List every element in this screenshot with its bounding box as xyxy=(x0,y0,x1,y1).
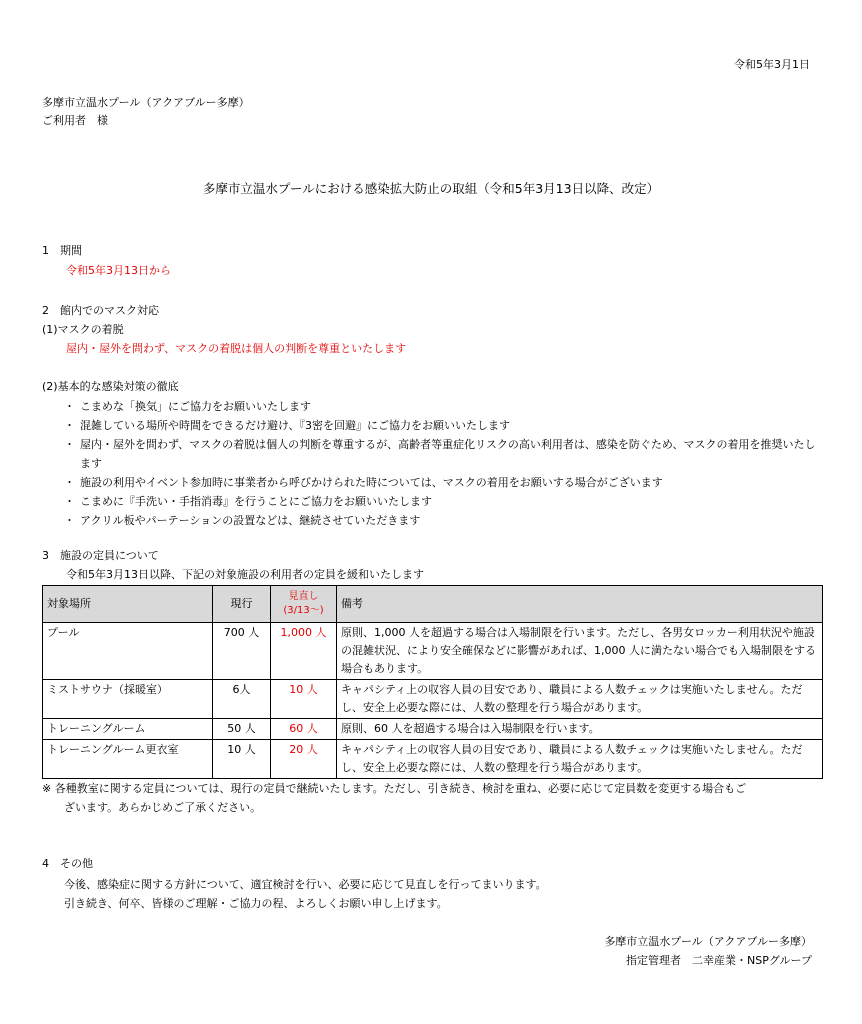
cell-remarks: キャパシティ上の収容人員の目安であり、職員による人数チェックは実施いたしません。ただし、安全上必要な際には、人数の整理を行う場合があります。 xyxy=(337,680,823,719)
cell-revised: 20 人 xyxy=(271,740,337,779)
list-item: ・ こまめに『手洗い・手指消毒』を行うことにご協力をお願いいたします xyxy=(66,492,826,511)
signature-manager: 指定管理者 二幸産業・NSPグループ xyxy=(626,954,812,967)
addressee-recipient: ご利用者 様 xyxy=(42,114,108,127)
capacity-table xyxy=(42,585,823,779)
signature-facility: 多摩市立温水プール（アクアブルー多摩） xyxy=(604,935,812,948)
cell-place: トレーニングルーム xyxy=(43,719,213,740)
section2-sub1-heading: (1)マスクの着脱 xyxy=(42,323,124,336)
cell-current: 700 人 xyxy=(213,623,271,680)
list-item: ・ 混雑している場所や時間をできるだけ避け、『3密を回避』にご協力をお願いいたします xyxy=(66,416,826,435)
cell-place: ミストサウナ（採暖室） xyxy=(43,680,213,719)
section2-heading: 2 館内でのマスク対応 xyxy=(42,304,159,317)
table-row xyxy=(43,623,823,680)
table-header-row xyxy=(43,586,823,623)
issue-date: 令和5年3月1日 xyxy=(734,58,810,71)
cell-remarks: 原則、1,000 人を超過する場合は入場制限を行います。ただし、各男女ロッカー利用状況や施設の混雑状況、により安全確保などに影響があれば、1,000 人に満たない場合でも入場制限をする場合もあります。 xyxy=(337,623,823,680)
list-item: ・ アクリル板やパーテーションの設置などは、継続させていただきます xyxy=(66,511,826,530)
cell-revised: 10 人 xyxy=(271,680,337,719)
infection-measures-list xyxy=(66,397,826,530)
classes-note-line2: ざいます。あらかじめご了承ください。 xyxy=(64,801,262,814)
table-row xyxy=(43,740,823,779)
cell-current: 6人 xyxy=(213,680,271,719)
column-header-remarks: 備考 xyxy=(337,586,823,623)
cell-remarks: キャパシティ上の収容人員の目安であり、職員による人数チェックは実施いたしません。ただし、安全上必要な際には、人数の整理を行う場合があります。 xyxy=(337,740,823,779)
section4-line2: 引き続き、何卒、皆様のご理解・ご協力の程、よろしくお願い申し上げます。 xyxy=(64,897,448,910)
revised-label: 見直し xyxy=(288,591,319,602)
table-row xyxy=(43,680,823,719)
table-row xyxy=(43,719,823,740)
list-item: ・ 屋内・屋外を問わず、マスクの着脱は個人の判断を尊重するが、高齢者等重症化リスクの高い利用者は、感染を防ぐため、マスクの着用を推奨いたします xyxy=(66,435,826,473)
cell-revised: 1,000 人 xyxy=(271,623,337,680)
document-title: 多摩市立温水プールにおける感染拡大防止の取組（令和5年3月13日以降、改定） xyxy=(202,181,660,196)
list-item: ・ 施設の利用やイベント参加時に事業者から呼びかけられた時については、マスクの着用をお願いする場合がございます xyxy=(66,473,826,492)
section1-heading: 1 期間 xyxy=(42,244,82,257)
cell-remarks: 原則、60 人を超過する場合は入場制限を行います。 xyxy=(337,719,823,740)
cell-revised: 60 人 xyxy=(271,719,337,740)
cell-place: トレーニングルーム更衣室 xyxy=(43,740,213,779)
column-header-place: 対象場所 xyxy=(43,586,213,623)
section4-heading: 4 その他 xyxy=(42,857,93,870)
section2-sub2-heading: (2)基本的な感染対策の徹底 xyxy=(42,380,179,393)
list-item: ・ こまめな「換気」にご協力をお願いいたします xyxy=(66,397,826,416)
addressee-facility: 多摩市立温水プール（アクアブルー多摩） xyxy=(42,96,250,109)
cell-current: 50 人 xyxy=(213,719,271,740)
section1-period: 令和5年3月13日から xyxy=(66,264,171,277)
revised-date: (3/13～) xyxy=(283,605,324,616)
cell-current: 10 人 xyxy=(213,740,271,779)
section4-line1: 今後、感染症に関する方針について、適宜検討を行い、必要に応じて見直しを行ってまいります。 xyxy=(64,878,547,891)
classes-note-line1: ※ 各種教室に関する定員については、現行の定員で継続いたします。ただし、引き続き、検討を重ね、必要に応じて定員数を変更する場合もご xyxy=(42,782,747,795)
column-header-current: 現行 xyxy=(213,586,271,623)
cell-place: プール xyxy=(43,623,213,680)
section3-heading: 3 施設の定員について xyxy=(42,549,159,562)
section3-intro: 令和5年3月13日以降、下記の対象施設の利用者の定員を緩和いたします xyxy=(66,568,424,581)
section2-sub1-text: 屋内・屋外を問わず、マスクの着脱は個人の判断を尊重といたします xyxy=(66,342,407,355)
column-header-revised xyxy=(271,586,337,623)
